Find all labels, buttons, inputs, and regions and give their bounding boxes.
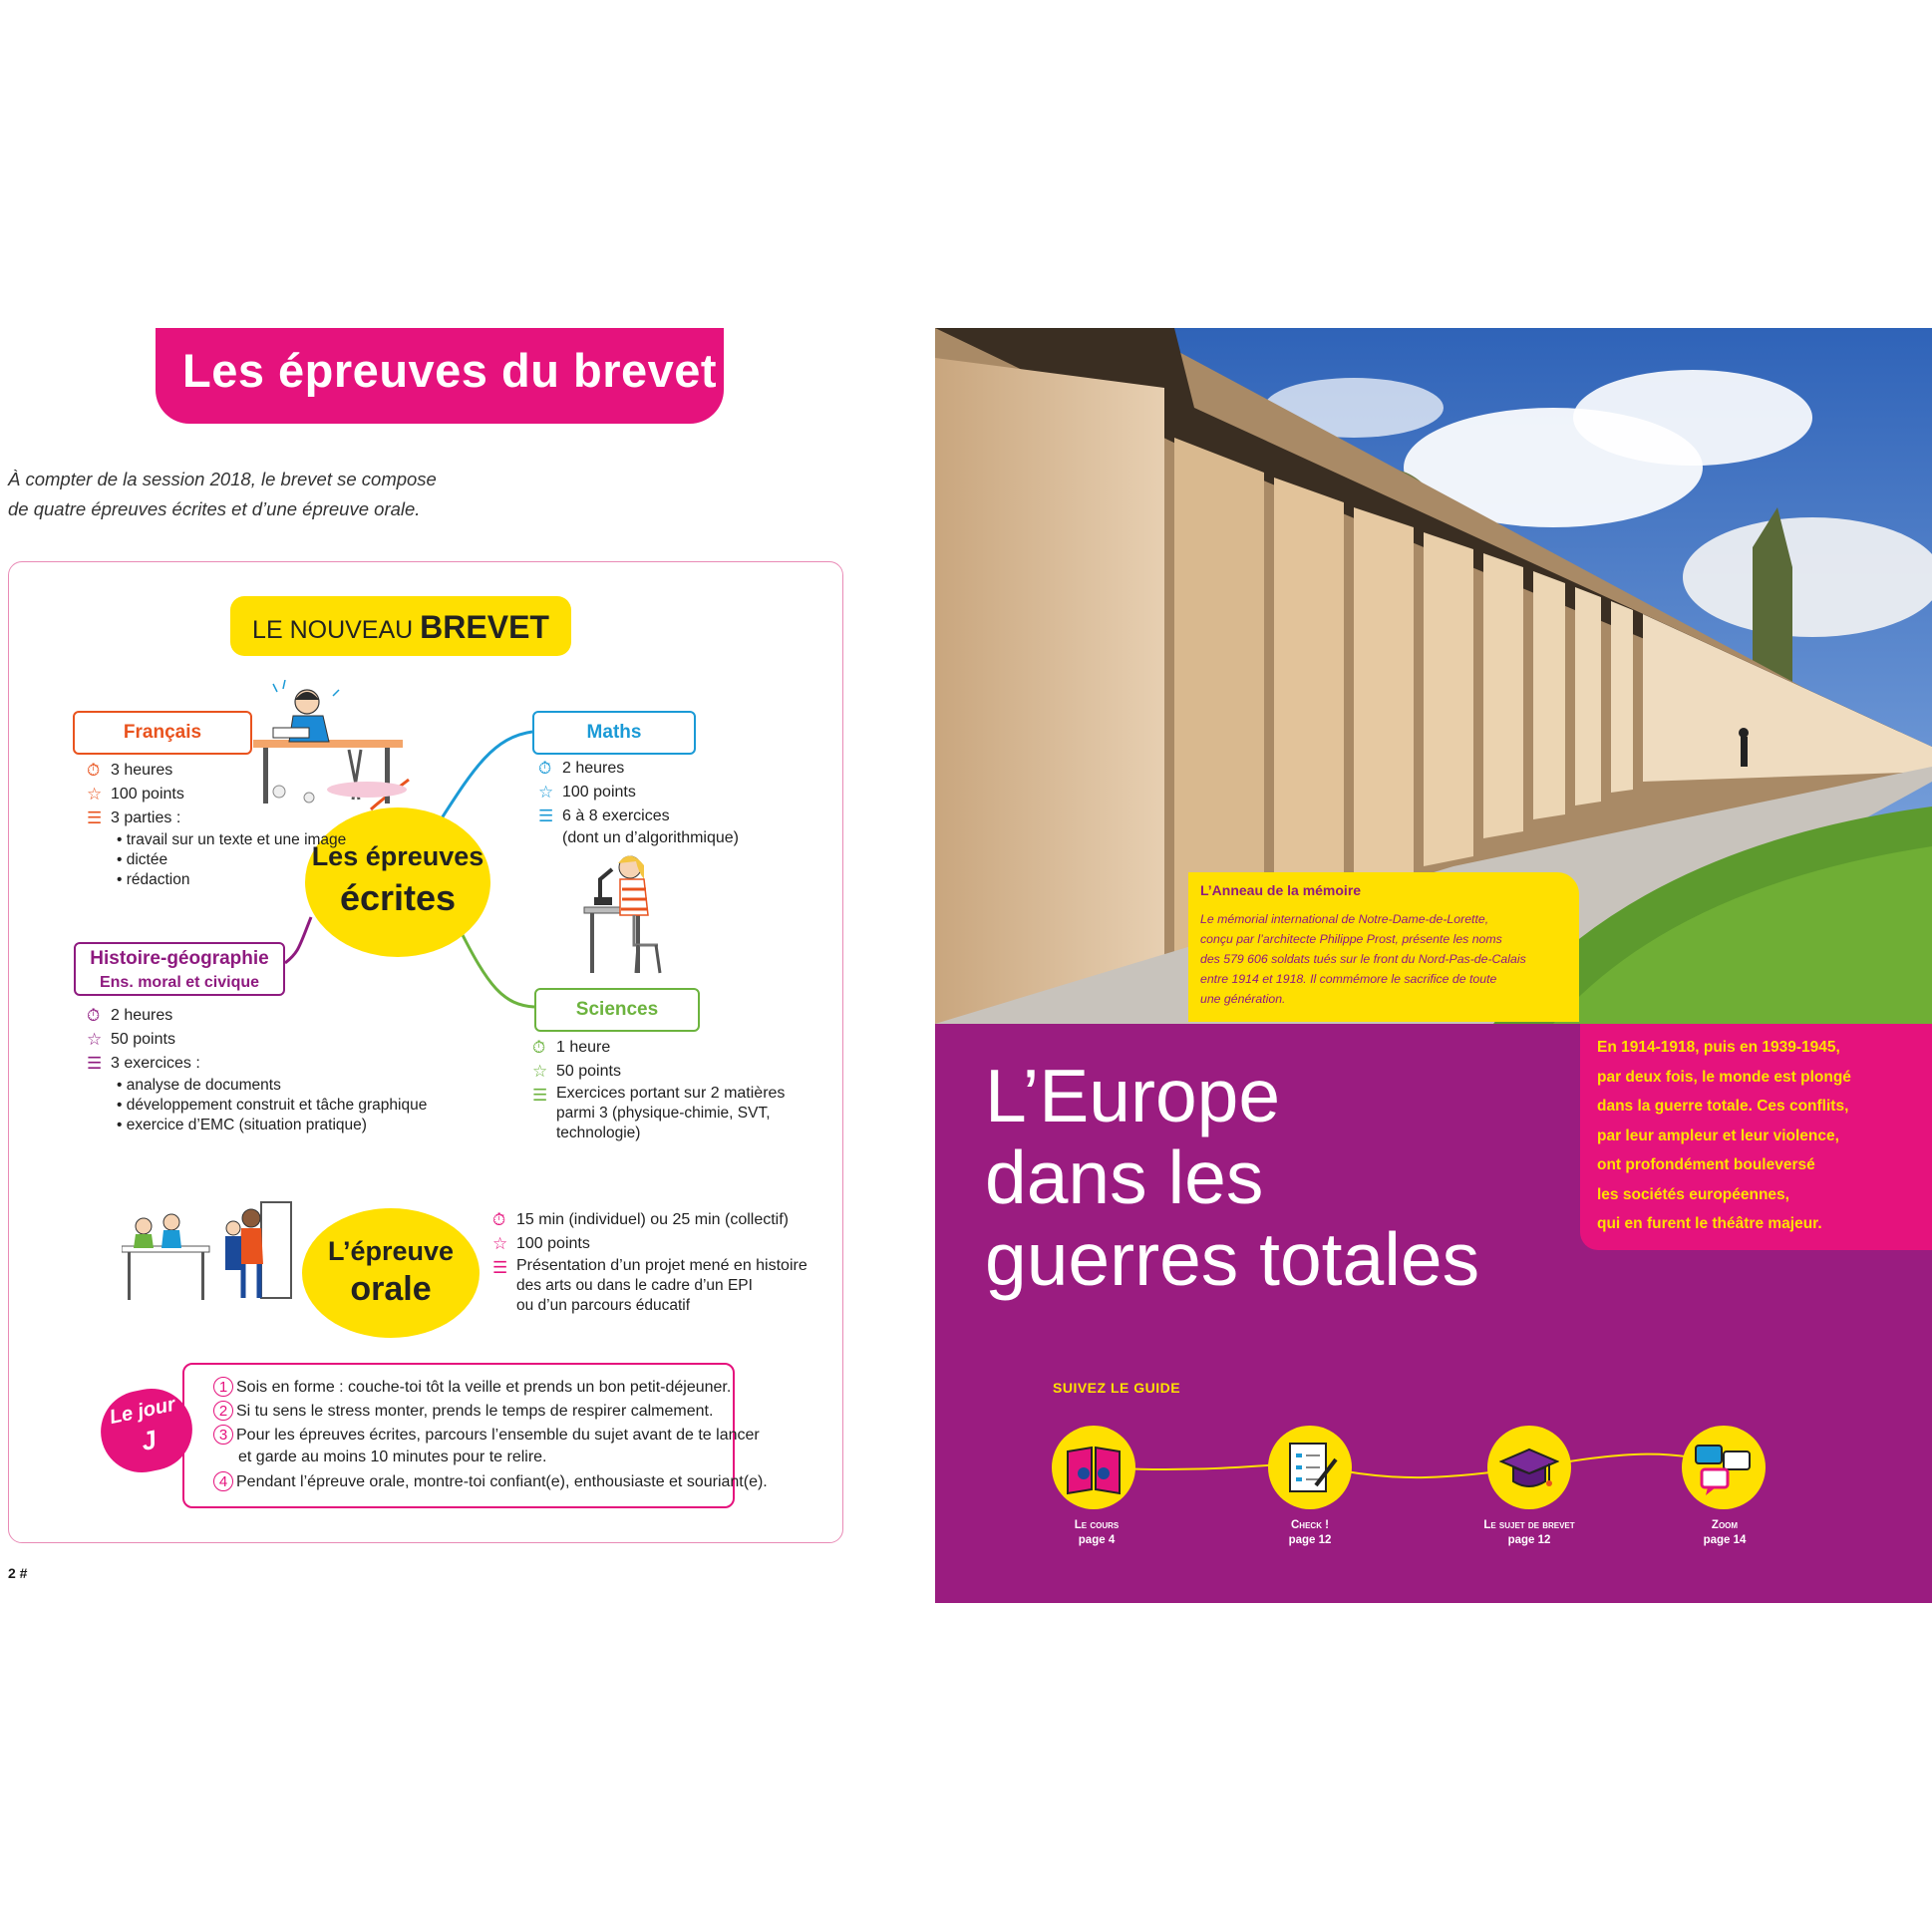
star-icon: ☆ [492, 1234, 508, 1253]
subject-maths: Maths [532, 711, 696, 755]
guide-sujet-circle[interactable] [1487, 1426, 1571, 1509]
guide-cours-circle[interactable] [1052, 1426, 1135, 1509]
scientist-illustration [578, 849, 688, 979]
written-exams-bubble: Les épreuves écrites [305, 807, 490, 957]
guide-zoom-label[interactable]: Zoom page 14 [1703, 1519, 1747, 1546]
list-icon: ☰ [87, 1054, 103, 1073]
stopwatch-icon: ⏱ [492, 1210, 506, 1229]
sciences-info: ⏱ 1 heure ☆ 50 points ☰ Exercices portant sur 2 matières parmi 3 (physique-chimie, SVT, technologie) [532, 1038, 786, 1141]
oral-exam-bubble: L’épreuve orale [302, 1208, 480, 1338]
list-icon: ☰ [87, 808, 103, 827]
chapter-intro-box: En 1914-1918, puis en 1939-1945, par deux fois, le monde est plongé dans la guerre totale. Ces conflits, par leur ampleur et leur violence, ont profondément bouleversé les sociétés européennes, qui en furent le théâtre majeur. [1580, 1024, 1932, 1250]
graduation-cap-icon [1499, 1438, 1559, 1497]
subject-histoire-geographie: Histoire-géographie Ens. moral et civique [74, 942, 285, 996]
le-jour-j-badge: Le jour J [93, 1381, 199, 1479]
intro-text: À compter de la session 2018, le brevet se compose de quatre épreuves écrites et d’une épreuve orale. [8, 469, 437, 519]
guide-cours-label[interactable]: Le cours page 4 [1074, 1519, 1120, 1546]
stopwatch-icon: ⏱ [87, 761, 101, 780]
book-icon [1064, 1438, 1124, 1497]
tips-list: 1 Sois en forme : couche-toi tôt la veille et prends un bon petit-déjeuner. 2 Si tu sens le stress monter, prends le temps de respirer calmement. 3 Pour les épreuves écrites, parcours l’ensemble du sujet avant de te lancer et garde au moins 10 minutes pour te relire. 4 Pendant l’épreuve orale, montre-toi confiant(e), enthousiaste et souriant(e). [213, 1377, 768, 1493]
star-icon: ☆ [538, 783, 554, 802]
guide-zoom-circle[interactable] [1682, 1426, 1766, 1509]
speech-bubbles-icon [1694, 1438, 1754, 1497]
photo-caption: L’Anneau de la mémoire Le mémorial international de Notre-Dame-de-Lorette, conçu par l’architecte Philippe Prost, présente les noms des 579 606 soldats tués sur le front du Nord-Pas-de-Calais entre 1914 et 1918. Il commémore le sacrifice de toute une génération. [1188, 872, 1579, 1022]
page-number: 2 # [8, 1565, 28, 1581]
list-icon: ☰ [532, 1086, 548, 1105]
guide-check-label[interactable]: Check ! page 12 [1288, 1519, 1332, 1546]
oral-exam-illustration [122, 1200, 299, 1306]
oral-info: ⏱ 15 min (individuel) ou 25 min (collectif) ☆ 100 points ☰ Présentation d’un projet mené en histoire des arts ou dans le cadre d’un EPI ou d’un parcours éducatif [492, 1210, 807, 1314]
guide-connector [1047, 1416, 1765, 1525]
list-icon: ☰ [538, 806, 554, 825]
checklist-icon [1280, 1438, 1340, 1497]
star-icon: ☆ [87, 1030, 103, 1049]
stopwatch-icon: ⏱ [87, 1006, 101, 1025]
stopwatch-icon: ⏱ [532, 1038, 546, 1057]
maths-info: ⏱ 2 heures ☆ 100 points ☰ 6 à 8 exercices (dont un d’algorithmique) [538, 759, 739, 846]
subject-francais: Français [73, 711, 252, 755]
guide-sujet-label[interactable]: Le sujet de brevet page 12 [1483, 1519, 1575, 1546]
guide-check-circle[interactable] [1268, 1426, 1352, 1509]
star-icon: ☆ [532, 1062, 548, 1081]
subject-sciences: Sciences [534, 988, 700, 1032]
guide-label: SUIVEZ LE GUIDE [1053, 1380, 1181, 1396]
list-icon: ☰ [492, 1258, 508, 1277]
chapter-title: L’Europe dans les guerres totales [985, 1054, 1480, 1301]
page-title: Les épreuves du brevet [182, 344, 718, 397]
nouveau-brevet-badge: LE NOUVEAU BREVET [230, 596, 571, 656]
francais-info: ⏱ 3 heures ☆ 100 points ☰ 3 parties : • travail sur un texte et une image • dictée • rédaction [87, 761, 347, 888]
stopwatch-icon: ⏱ [538, 759, 552, 778]
star-icon: ☆ [87, 785, 103, 804]
histoire-info: ⏱ 2 heures ☆ 50 points ☰ 3 exercices : • analyse de documents • développement construit et tâche graphique • exercice d’EMC (situation pratique) [87, 1006, 428, 1133]
